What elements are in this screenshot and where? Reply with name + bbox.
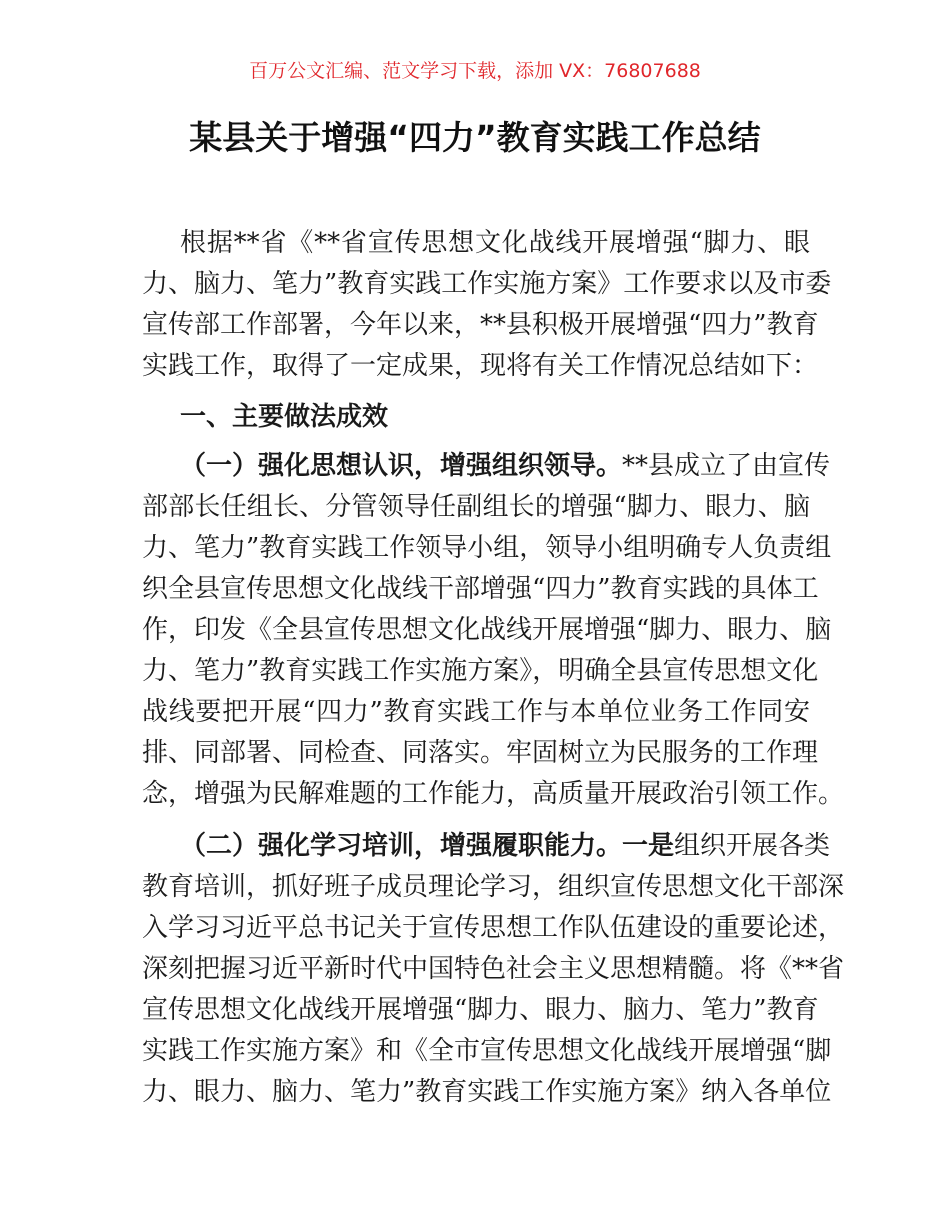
text-line: 力、笔力”教育实践工作实施方案》，明确全县宣传思想文化	[142, 656, 819, 686]
text-line: 深刻把握习近平新时代中国特色社会主义思想精髓。将《**省	[142, 954, 845, 984]
text-span: **县成立了由宣传	[622, 451, 831, 481]
text-line: 力、笔力”教育实践工作领导小组，领导小组明确专人负责组	[142, 533, 832, 563]
text-line: 实践工作，取得了一定成果，现将有关工作情况总结如下：	[142, 351, 819, 381]
watermark-banner: 百万公文汇编、范文学习下载，添加 VX：76807688	[249, 60, 701, 82]
text-line: 宣传部工作部署，今年以来，**县积极开展增强“四力”教育	[142, 310, 819, 340]
document-title: 某县关于增强“四力”教育实践工作总结	[189, 118, 761, 157]
text-line: 战线要把开展“四力”教育实践工作与本单位业务工作同安	[142, 697, 810, 727]
text-line	[142, 826, 831, 867]
section-heading	[142, 397, 810, 438]
paragraph-2	[142, 826, 845, 1113]
text-line: 织全县宣传思想文化战线干部增强“四力”教育实践的具体工	[142, 574, 819, 604]
section-heading-text: 一、主要做法成效	[180, 402, 389, 432]
text-line: 排、同部署、同检查、同落实。牢固树立为民服务的工作理	[142, 738, 819, 768]
text-line: 部部长任组长、分管领导任副组长的增强“脚力、眼力、脑	[142, 492, 810, 522]
paragraph-lead: （二）强化学习培训，增强履职能力。一是	[180, 831, 675, 861]
paragraph-lead: （一）强化思想认识，增强组织领导。	[180, 451, 623, 481]
text-span: 组织开展各类	[674, 831, 831, 861]
text-line	[142, 446, 831, 487]
paragraph-1	[142, 446, 845, 815]
intro-paragraph	[142, 223, 832, 387]
text-line: 实践工作实施方案》和《全市宣传思想文化战线开展增强“脚	[142, 1036, 832, 1066]
text-line: 念，增强为民解难题的工作能力，高质量开展政治引领工作。	[142, 779, 845, 809]
text-line: 入学习习近平总书记关于宣传思想工作队伍建设的重要论述，	[142, 913, 845, 943]
text-line: 宣传思想文化战线开展增强“脚力、眼力、脑力、笔力”教育	[142, 995, 819, 1025]
text-line: 作，印发《全县宣传思想文化战线开展增强“脚力、眼力、脑	[142, 615, 832, 645]
text-line: 力、脑力、笔力”教育实践工作实施方案》工作要求以及市委	[142, 269, 832, 299]
text-line: 根据**省《**省宣传思想文化战线开展增强“脚力、眼	[180, 228, 810, 258]
text-line: 教育培训，抓好班子成员理论学习，组织宣传思想文化干部深	[142, 872, 845, 902]
text-line: 力、眼力、脑力、笔力”教育实践工作实施方案》纳入各单位	[142, 1077, 832, 1107]
